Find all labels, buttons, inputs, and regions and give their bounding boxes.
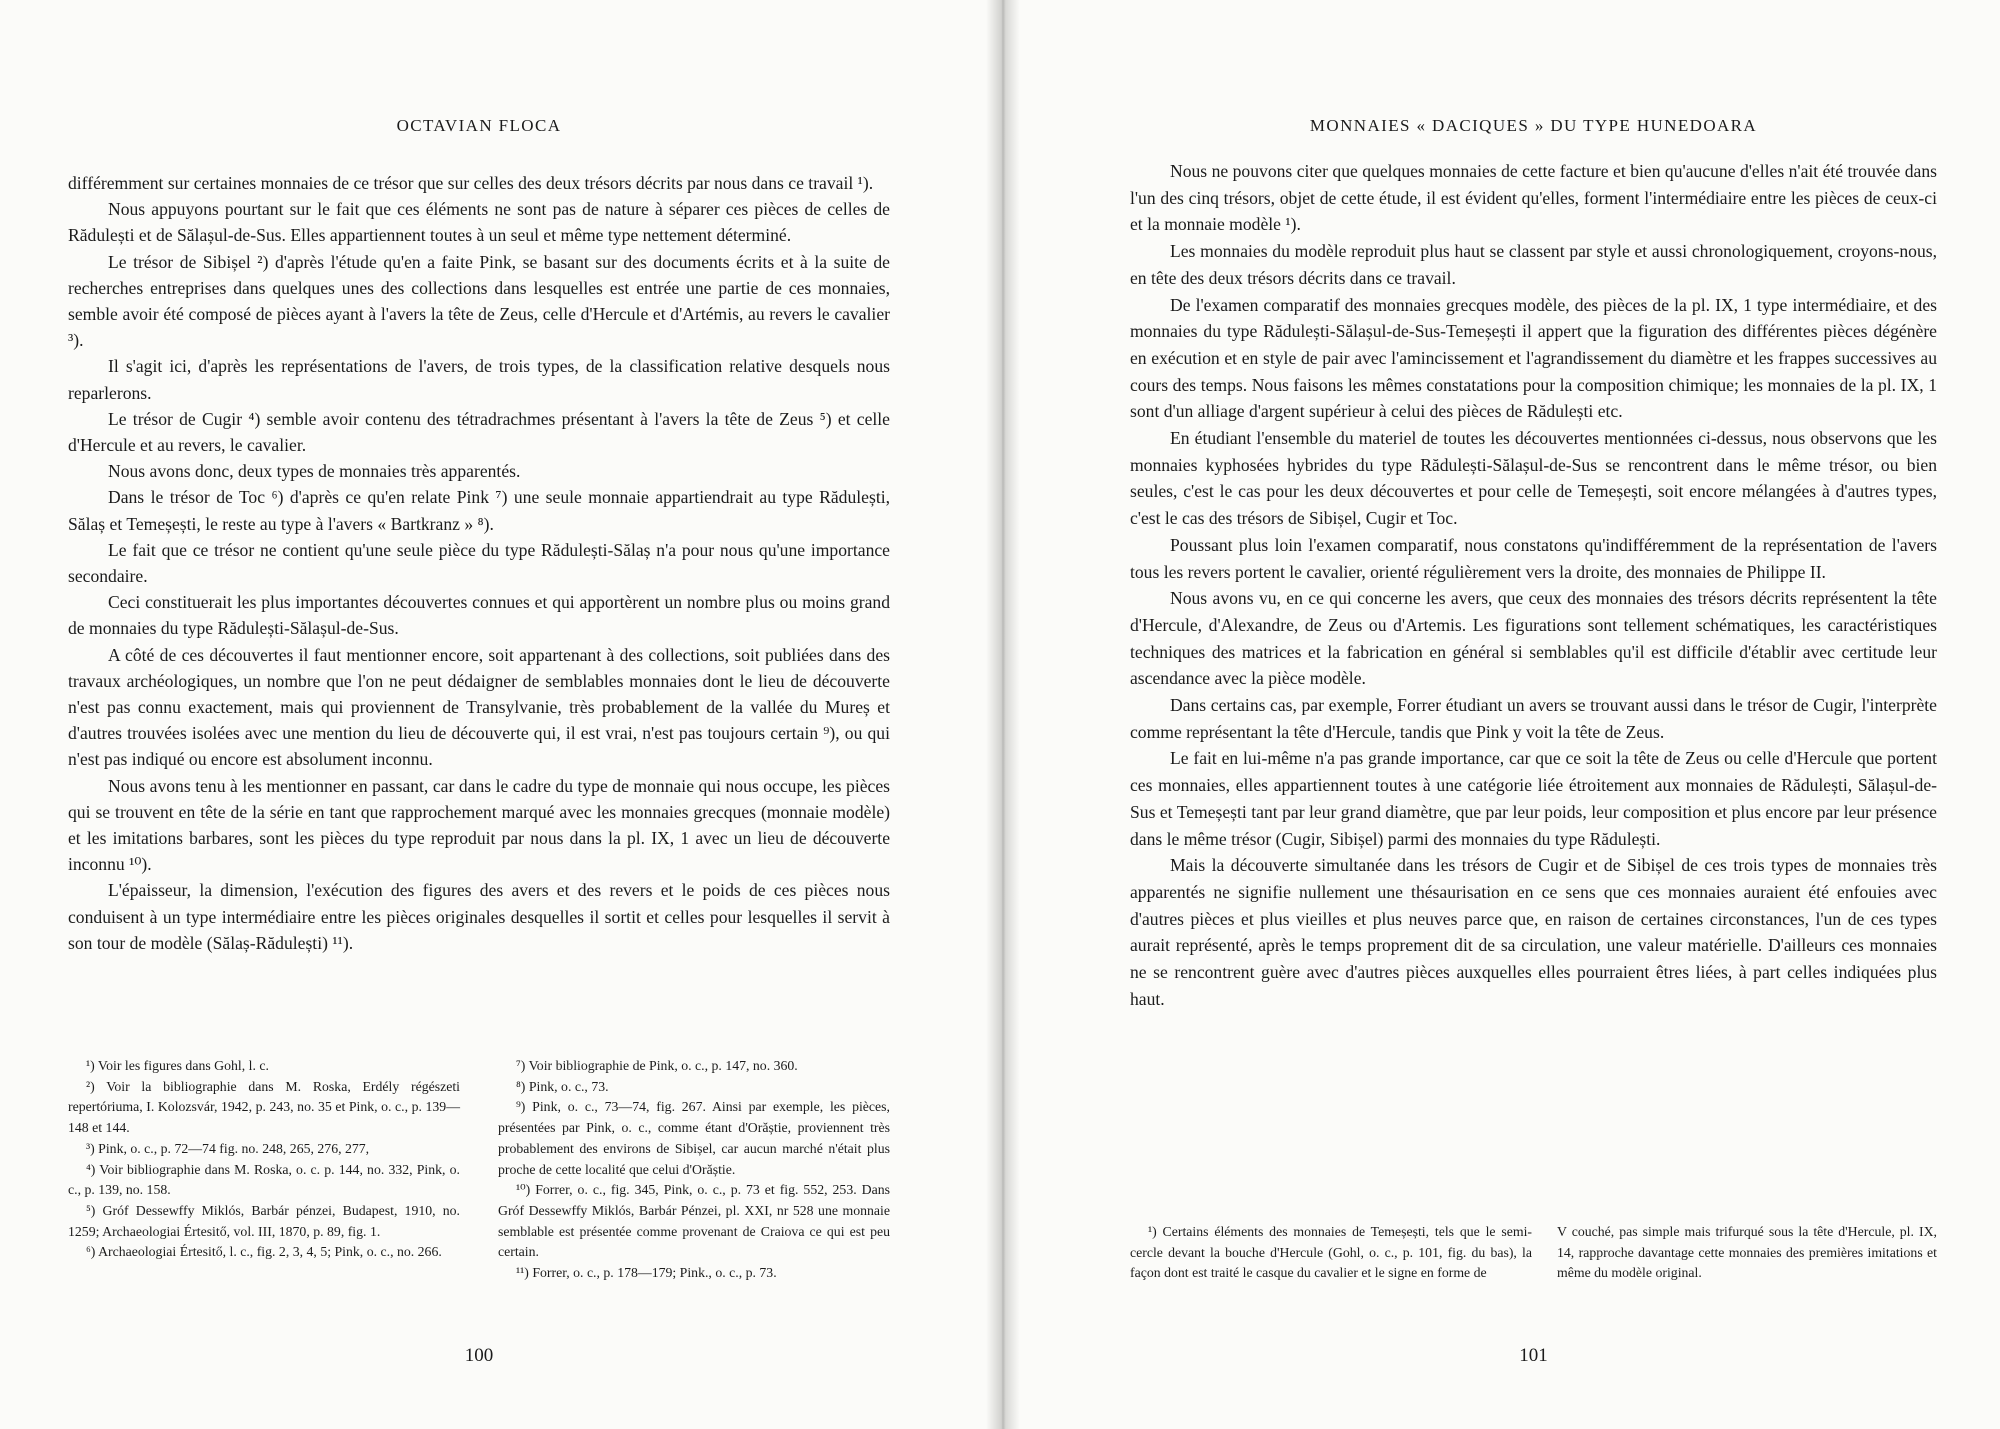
paragraph: Dans certains cas, par exemple, Forrer étudiant un avers se trouvant aussi dans le trésor de Cugir, l'interprète comme représentant la tête d'Hercule, tandis que Pink y voit la tête de Zeus. (1130, 695, 1937, 742)
paragraph: différemment sur certaines monnaies de ce trésor que sur celles des deux trésors décrits par nous dans ce travail ¹). (68, 173, 874, 193)
footnotes-column (1557, 1222, 1937, 1284)
running-head: OCTAVIAN FLOCA (396, 116, 562, 135)
paragraph: L'épaisseur, la dimension, l'exécution des figures des avers et des revers et le poids de ces pièces nous conduisent à un type intermédiaire entre les pièces originales desquelles il sortit et celles pour lesquelles il servit à son tour de modèle (Sălaș-Rădulești) ¹¹). (68, 880, 890, 953)
footnote: ⁷) Voir bibliographie de Pink, o. c., p. 147, no. 360. (516, 1058, 798, 1073)
right-page (1130, 0, 1937, 1429)
paragraph: Dans le trésor de Toc ⁶) d'après ce qu'en relate Pink ⁷) une seule monnaie appartiendrait au type Rădulești, Sălaș et Temeșești, le reste au type à l'avers « Bartkranz » ⁸). (68, 487, 890, 534)
footnote: ¹) Certains éléments des monnaies de Temeșești, tels que le semi-cercle devant la bouche d'Hercule (Gohl, o. c., p. 101, fig. du bas), la façon dont est traité le casque du cavalier et le signe en forme de (1130, 1224, 1532, 1281)
paragraph: Poussant plus loin l'examen comparatif, nous constatons qu'indifféremment de la représentation de l'avers tous les revers portent le cavalier, orienté régulièrement vers la droite, des monnaies de Philippe II. (1130, 534, 1937, 582)
body-text (68, 170, 890, 956)
paragraph: Nous avons vu, en ce qui concerne les avers, que ceux des monnaies des trésors décrits représentent la tête d'Hercule, d'Alexandre, de Zeus ou d'Artemis. Les figurations sont tellement schématiques, les caractéristiques techniques des matrices et la fabrication en général si semblables qu'il est difficile d'établir avec certitude leur ascendance avec la pièce modèle. (1130, 588, 1937, 689)
footnote: ³) Pink, o. c., p. 72—74 fig. no. 248, 265, 276, 277, (86, 1140, 370, 1156)
left-page (68, 0, 890, 1429)
footnote: ²) Voir la bibliographie dans M. Roska, Erdély régészeti repertóriuma, I. Kolozsvár, 1942, p. 243, no. 35 et Pink, o. c., p. 139—148 et 144. (68, 1078, 460, 1136)
footnote: ⁶) Archaeologiai Értesitő, l. c., fig. 2, 3, 4, 5; Pink, o. c., no. 266. (86, 1244, 442, 1260)
footnote-continuation: V couché, pas simple mais trifurqué sous la tête d'Hercule, pl. IX, 14, rapproche davantage cette monnaies des premières imitations et même du modèle original. (1557, 1224, 1937, 1281)
footnotes-column (68, 1056, 460, 1284)
paragraph: Les monnaies du modèle reproduit plus haut se classent par style et aussi chronologiquement, croyons-nous, en tête des deux trésors décrits dans ce travail. (1130, 241, 1937, 288)
running-head: MONNAIES « DACIQUES » DU TYPE HUNEDOARA (1309, 116, 1758, 135)
paragraph: Ceci constituerait les plus importantes découvertes connues et qui apportèrent un nombre plus ou moins grand de monnaies du type Rădulești-Sălașul-de-Sus. (68, 592, 890, 639)
footnote: ¹) Voir les figures dans Gohl, l. c. (86, 1058, 269, 1073)
book-gutter (986, 0, 1020, 1429)
footnote: ¹⁰) Forrer, o. c., fig. 345, Pink, o. c., p. 73 et fig. 552, 253. Dans Gróf Dessewffy Miklós, Barbár Pénzei, pl. XXI, nr 528 une monnaie semblable est présentée comme provenant de Craiova ce qui est peu certain. (498, 1182, 890, 1260)
paragraph: Nous avons donc, deux types de monnaies très apparentés. (108, 461, 521, 482)
page-number: 100 (464, 1345, 494, 1366)
footnotes (68, 1056, 890, 1284)
paragraph: De l'examen comparatif des monnaies grecques modèle, des pièces de la pl. IX, 1 type intermédiaire, et des monnaies du type Rădulești-Sălașul-de-Sus-Temeșești il appert que la figuration des différentes pièces dégénère en exécution et en style de pair avec l'amincissement et l'agrandissement du diamètre et les frappes successives au cours des temps. Nous faisons les mêmes constatations pour la composition chimique; les monnaies de la pl. IX, 1 sont d'un alliage d'argent supérieur à celui des pièces de Rădulești etc. (1130, 294, 1937, 422)
footnote: ¹¹) Forrer, o. c., p. 178—179; Pink., o. c., p. 73. (516, 1265, 777, 1281)
body-text (1130, 158, 1937, 1013)
paragraph: En étudiant l'ensemble du materiel de toutes les découvertes mentionnées ci-dessus, nous observons que les monnaies kyphosées hybrides du type Rădulești-Sălașul-de-Sus se rencontrent dans le même trésor, ou bien seules, c'est le cas pour les deux découvertes et pour celle de Temeșești, soit encore mélangées à d'autres types, c'est le cas des trésors de Sibișel, Cugir et Toc. (1130, 428, 1937, 529)
paragraph: Nous appuyons pourtant sur le fait que ces éléments ne sont pas de nature à séparer ces pièces de celles de Rădulești et de Sălașul-de-Sus. Elles appartiennent toutes à un seul et même type nettement déterminé. (68, 199, 890, 246)
paragraph: Nous ne pouvons citer que quelques monnaies de cette facture et bien qu'aucune d'elles n'ait été trouvée dans l'un des cinq trésors, objet de cette étude, il est évident qu'elles, forment l'intermédiaire entre les pièces de ceux-ci et la monnaie modèle ¹). (1130, 161, 1937, 235)
page-number: 101 (1519, 1345, 1548, 1366)
paragraph: Nous avons tenu à les mentionner en passant, car dans le cadre du type de monnaie qui nous occupe, les pièces qui se trouvent en tête de la série en tant que rapprochement marqué avec les monnaies grecques (monnaie modèle) et les imitations barbares, sont les pièces du type reproduit par nous dans la pl. IX, 1 avec un lieu de découverte inconnu ¹⁰). (68, 775, 890, 875)
footnotes (1130, 1222, 1937, 1284)
paragraph: Le trésor de Cugir ⁴) semble avoir contenu des tétradrachmes présentant à l'avers la tête de Zeus ⁵) et celle d'Hercule et au revers, le cavalier. (68, 408, 890, 456)
paragraph: A côté de ces découvertes il faut mentionner encore, soit appartenant à des collections, soit publiées dans des travaux archéologiques, un nombre que l'on ne peut dédaigner de semblables monnaies dont le lieu de découverte n'est pas connu exactement, mais qui proviennent de Transylvanie, très probablement de la vallée du Mureș et d'autres trouvées isolées avec une mention du lieu de découverte qui, il est vrai, n'est pas toujours certain ⁹), ou qui n'est pas indiqué ou encore est absolument inconnu. (68, 644, 890, 770)
footnote: ⁸) Pink, o. c., 73. (516, 1078, 609, 1094)
paragraph: Mais la découverte simultanée dans les trésors de Cugir et de Sibișel de ces trois types de monnaies très apparentés ne signifie nullement une thésaurisation en ce sens que ces monnaies auraient été enfouies avec d'autres pièces et plus vieilles et plus neuves parce que, en raison de certaines circonstances, l'un de ces types aurait représenté, après le temps proprement dit de sa circulation, une valeur matérielle. D'ailleurs ces monnaies ne se rencontrent guère avec d'autres pièces auxquelles elles pourraient êtres liées, à part celles indiquées plus haut. (1130, 855, 1937, 1009)
footnotes-column (1130, 1222, 1532, 1284)
paragraph: Le fait que ce trésor ne contient qu'une seule pièce du type Rădulești-Sălaș n'a pour nous qu'une importance secondaire. (68, 539, 890, 587)
paragraph: Le fait en lui-même n'a pas grande importance, car que ce soit la tête de Zeus ou celle d'Hercule que portent ces monnaies, elles appartiennent toutes à une catégorie liée étroitement aux monnaies de Rădulești, Sălașul-de-Sus et Temeșești tant par leur grand diamètre, que par leur poids, leur composition et plus encore par leur présence dans le même trésor (Cugir, Sibișel) parmi des monnaies du type Rădulești. (1130, 748, 1937, 849)
footnote: ⁹) Pink, o. c., 73—74, fig. 267. Ainsi par exemple, les pièces, présentées par Pink, o. c., comme étant d'Orăștie, proviennent très probablement des environs de Sibișel, car aucun marché n'était plus proche de cette localité que celui d'Orăștie. (498, 1099, 890, 1177)
paragraph: Le trésor de Sibișel ²) d'après l'étude qu'en a faite Pink, se basant sur des documents écrits et à la suite de recherches entreprises dans quelques unes des collections dans lesquelles est entrée une partie de ces monnaies, semble avoir été composé de pièces ayant à l'avers la tête de Zeus, celle d'Hercule et d'Artémis, au revers le cavalier ³). (68, 251, 890, 351)
footnote: ⁴) Voir bibliographie dans M. Roska, o. c. p. 144, no. 332, Pink, o. c., p. 139, no. 158. (68, 1161, 460, 1198)
footnote: ⁵) Gróf Dessewffy Miklós, Barbár pénzei, Budapest, 1910, no. 1259; Archaeologiai Értesitő, vol. III, 1870, p. 89, fig. 1. (68, 1202, 460, 1239)
paragraph: Il s'agit ici, d'après les représentations de l'avers, de trois types, de la classification relative desquels nous reparlerons. (68, 356, 890, 403)
footnotes-column (498, 1056, 890, 1284)
